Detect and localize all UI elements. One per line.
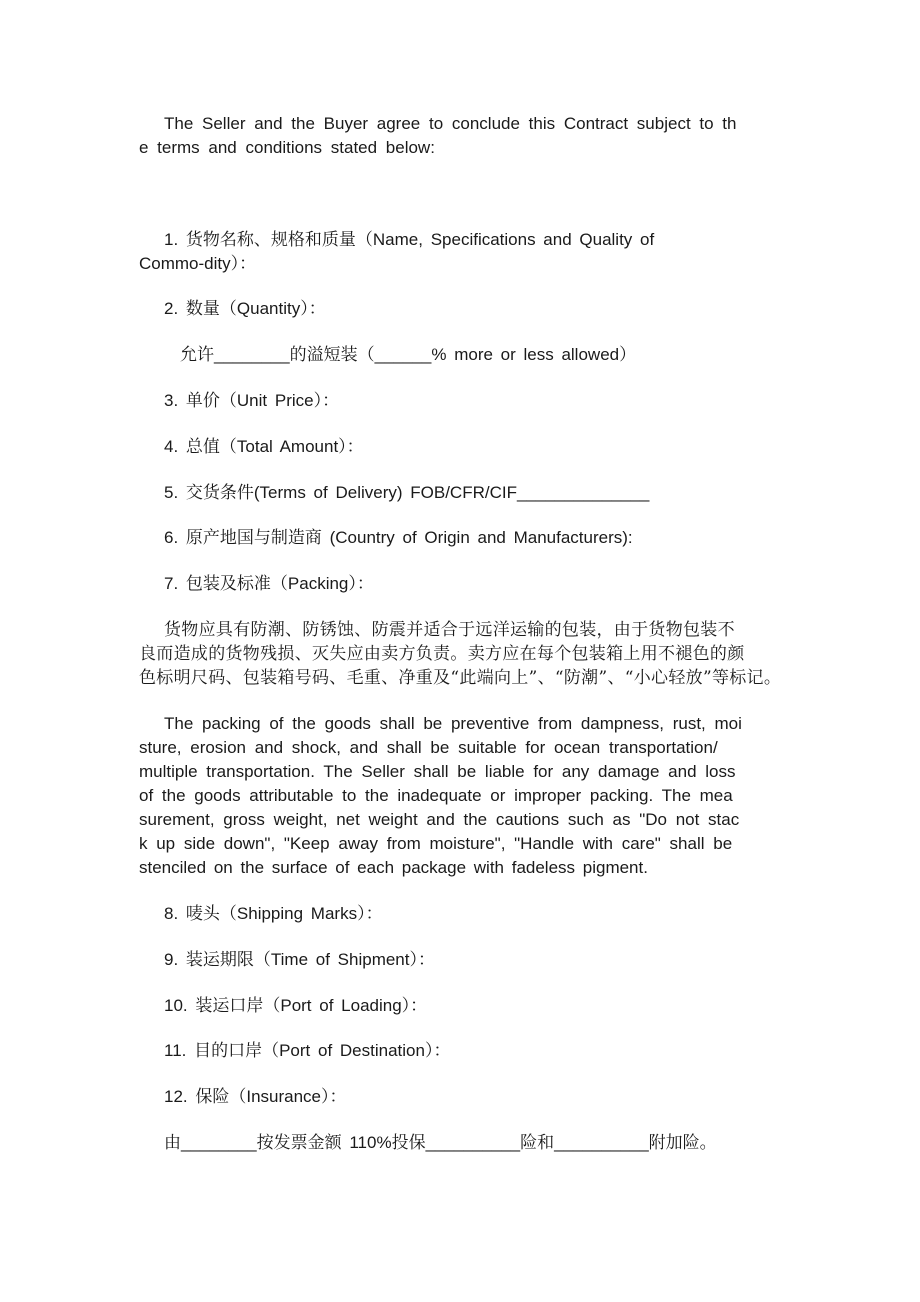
item-1-line-2: Commo-dity）： — [139, 254, 257, 273]
item-2-tolerance: 允许________的溢短装（______% more or less allowed） — [180, 345, 637, 364]
packing-en-line-2: sture, erosion and shock, and shall be suitable for ocean transportation/ — [139, 738, 718, 757]
packing-en-line-1: The packing of the goods shall be preventive from dampness, rust, moi — [164, 714, 742, 733]
packing-en-line-3: multiple transportation. The Seller shall be liable for any damage and loss — [139, 762, 736, 781]
item-2: 2. 数量（Quantity）： — [164, 299, 326, 318]
item-1-line-1: 1. 货物名称、规格和质量（Name, Specifications and Quality of — [164, 230, 655, 249]
item-11: 11. 目的口岸（Port of Destination）： — [164, 1041, 451, 1060]
item-12: 12. 保险（Insurance）： — [164, 1087, 347, 1106]
packing-en-line-5: surement, gross weight, net weight and the cautions such as "Do not stac — [139, 810, 740, 829]
item-9: 9. 装运期限（Time of Shipment）： — [164, 950, 435, 969]
intro-line-1: The Seller and the Buyer agree to conclude this Contract subject to th — [164, 114, 737, 133]
packing-cn-line-2: 良而造成的货物残损、灭失应由卖方负责。卖方应在每个包装箱上用不褪色的颜 — [139, 644, 745, 664]
item-8: 8. 唛头（Shipping Marks）： — [164, 904, 383, 923]
item-4: 4. 总值（Total Amount）： — [164, 437, 364, 456]
item-10: 10. 装运口岸（Port of Loading）： — [164, 996, 428, 1015]
item-6: 6. 原产地国与制造商 (Country of Origin and Manufacturers): — [164, 528, 633, 547]
intro-line-2: e terms and conditions stated below: — [139, 138, 435, 157]
packing-en-line-4: of the goods attributable to the inadequate or improper packing. The mea — [139, 786, 733, 805]
packing-en-line-7: stenciled on the surface of each package with fadeless pigment. — [139, 858, 648, 877]
packing-cn-line-3: 色标明尺码、包装箱号码、毛重、净重及“此端向上”、“防潮”、“小心轻放”等标记。 — [139, 668, 782, 688]
packing-en-line-6: k up side down", "Keep away from moisture", "Handle with care" shall be — [139, 834, 733, 853]
packing-cn-line-1: 货物应具有防潮、防锈蚀、防震并适合于远洋运输的包装，由于货物包装不 — [164, 620, 735, 640]
item-3: 3. 单价（Unit Price）： — [164, 391, 340, 410]
item-5: 5. 交货条件(Terms of Delivery) FOB/CFR/CIF______________ — [164, 483, 650, 502]
item-7: 7. 包装及标准（Packing）： — [164, 574, 374, 593]
item-12-insurance-terms: 由________按发票金额 110%投保__________险和__________附加险。 — [164, 1133, 717, 1152]
